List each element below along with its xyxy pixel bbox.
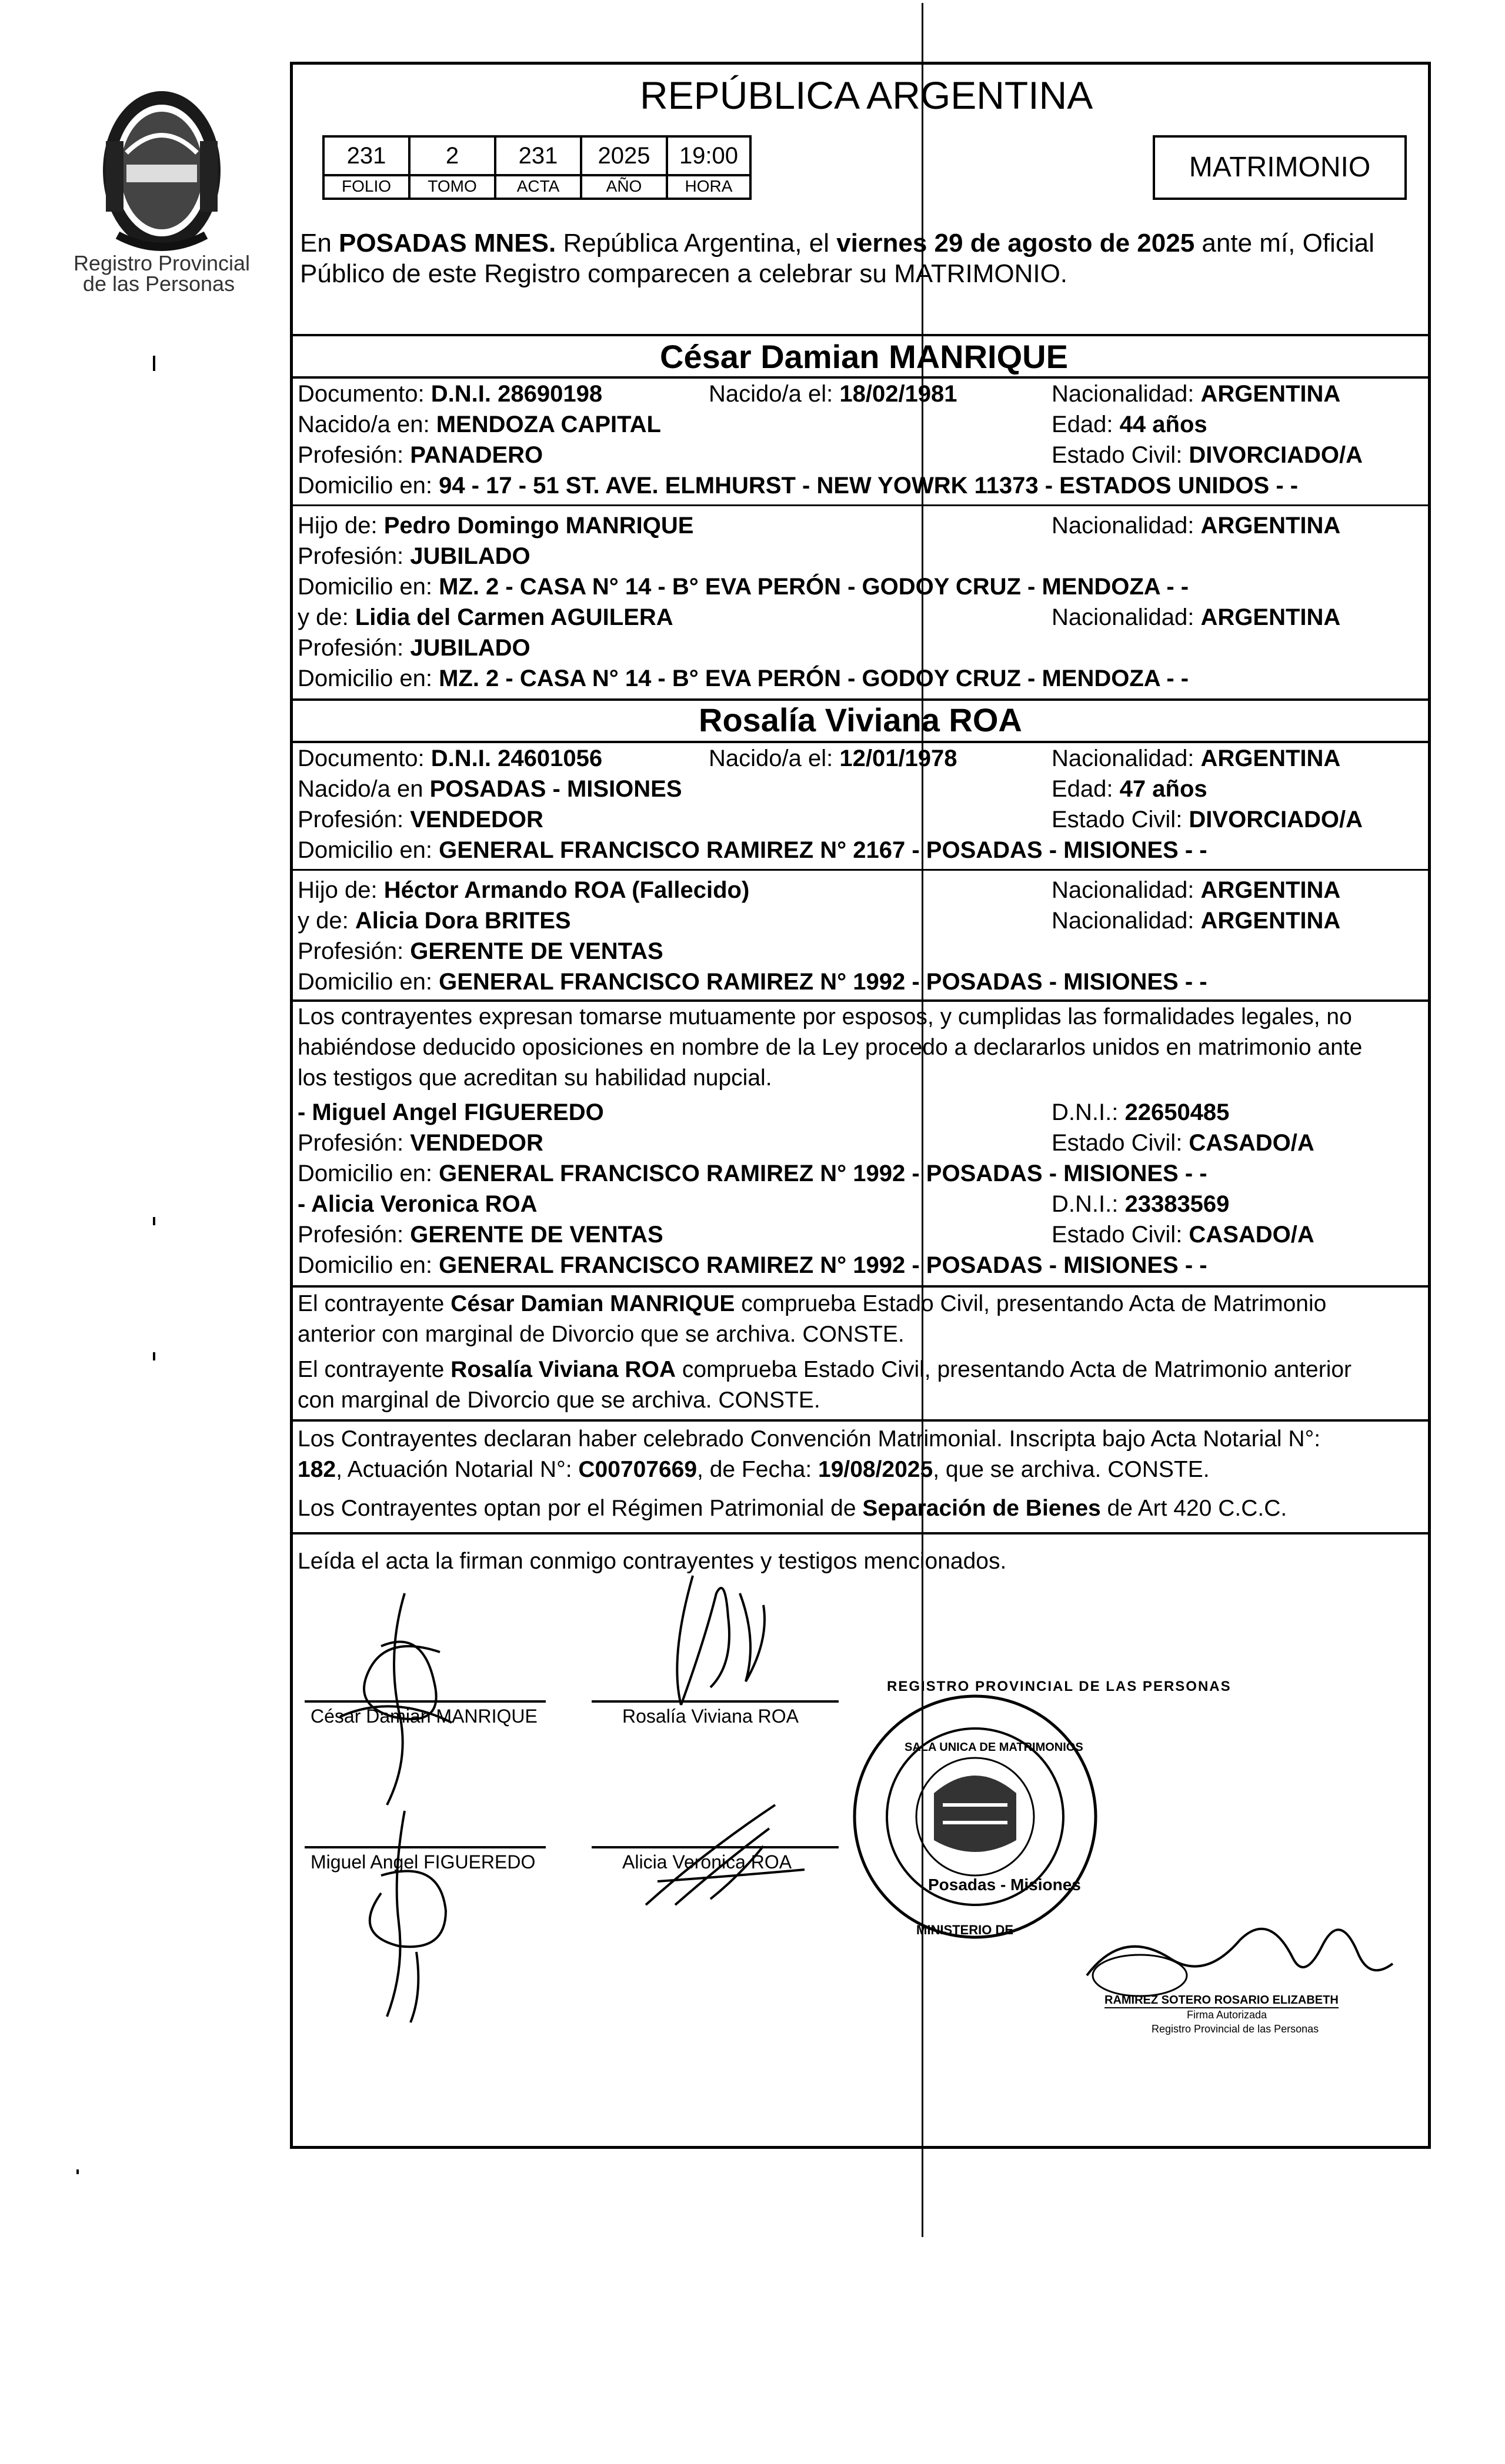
groom-mother-value: Lidia del Carmen AGUILERA (355, 604, 673, 630)
scan-mark (76, 2169, 79, 2174)
note-text: , que se archiva. CONSTE. (933, 1457, 1210, 1482)
groom-age-value: 44 años (1119, 412, 1207, 437)
field-label: Nacido/a en (298, 776, 430, 802)
hora-value: 19:00 (679, 143, 739, 169)
convention-line-1: Los Contrayentes declaran haber celebrado Convención Matrimonial. Inscripta bajo Acta Notarial N°: (298, 1426, 1321, 1452)
property-regime: Separación de Bienes (862, 1496, 1101, 1521)
witness-1-signature (328, 1805, 481, 2028)
witness-2-profession (298, 1221, 663, 1249)
groom-father-nationality (1052, 511, 1340, 540)
field-label: Estado Civil: (1052, 442, 1189, 468)
tomo-label: TOMO (411, 174, 494, 198)
scan-mark (153, 1352, 155, 1360)
divider (293, 698, 1428, 701)
bride-birthplace (298, 775, 682, 803)
intro-place: POSADAS MNES. (339, 229, 556, 258)
groom-age (1052, 410, 1207, 439)
field-label: Documento: (298, 381, 431, 407)
acta-cell (494, 135, 582, 200)
seal-ministry-text: MINISTERIO DE (916, 1923, 1014, 1937)
bride-address-value: GENERAL FRANCISCO RAMIREZ N° 2167 - POSADAS - MISIONES - - (439, 837, 1207, 863)
intro-line-1 (300, 228, 1374, 259)
bride-name: Rosalía Viviana ROA (699, 701, 1022, 738)
registry-name-line1: Registro Provincial (73, 251, 251, 275)
groom-birthdate-value: 18/02/1981 (839, 381, 957, 407)
divider (293, 1532, 1428, 1534)
field-label: Edad: (1052, 776, 1120, 802)
divider (293, 334, 1428, 336)
scan-mark (153, 1217, 155, 1225)
witness-intro-1: Los contrayentes expresan tomarse mutuamente por esposos, y cumplidas las formalidades legales, no (298, 1004, 1352, 1029)
field-label: Nacido/a en: (298, 412, 436, 437)
field-label: Domicilio en: (298, 666, 439, 691)
field-label: y de: (298, 908, 355, 934)
folio-cell (322, 135, 411, 200)
seal-bottom-text: Posadas - Misiones (928, 1875, 1081, 1894)
witness-2-address-value: GENERAL FRANCISCO RAMIREZ N° 1992 - POSADAS - MISIONES - - (439, 1252, 1207, 1278)
groom-father-nationality-value: ARGENTINA (1200, 513, 1341, 539)
note-text: , de Fecha: (697, 1457, 818, 1482)
field-label: D.N.I.: (1052, 1191, 1125, 1217)
groom-civil-status-value: DIVORCIADO/A (1189, 442, 1363, 468)
note-bride-2: con marginal de Divorcio que se archiva. CONSTE. (298, 1388, 820, 1413)
groom-address (298, 472, 1298, 500)
bride-birthdate (709, 744, 957, 773)
intro-line-2: Público de este Registro comparecen a celebrar su MATRIMONIO. (300, 259, 1068, 288)
intro-text: República Argentina, el (556, 229, 837, 258)
field-label: Nacionalidad: (1052, 513, 1201, 539)
seal-ring-text: REGISTRO PROVINCIAL DE LAS PERSONAS (887, 1679, 1232, 1694)
groom-nationality-value: ARGENTINA (1200, 381, 1341, 407)
divider (293, 741, 1428, 743)
tomo-value: 2 (445, 143, 459, 169)
groom-mother-address (298, 664, 1189, 693)
ano-value: 2025 (598, 143, 650, 169)
bride-signature-label: Rosalía Viviana ROA (622, 1706, 799, 1727)
field-label: Profesión: (298, 1222, 411, 1248)
bride-birthplace-value: POSADAS - MISIONES (429, 776, 682, 802)
groom-nationality (1052, 380, 1340, 408)
bride-profession (298, 805, 543, 834)
groom-mother-profession (298, 634, 530, 662)
notarial-act-number: 182 (298, 1457, 336, 1482)
divider (293, 376, 1428, 379)
bride-age (1052, 775, 1207, 803)
bride-address (298, 836, 1207, 864)
groom-father (298, 511, 693, 540)
note-text: , Actuación Notarial N°: (336, 1457, 579, 1482)
witness-1-signature-label: Miguel Angel FIGUEREDO (311, 1851, 536, 1873)
note-groom-2: anterior con marginal de Divorcio que se archiva. CONSTE. (298, 1322, 905, 1347)
field-label: Domicilio en: (298, 473, 439, 499)
groom-father-value: Pedro Domingo MANRIQUE (383, 513, 694, 539)
witness-1-address-value: GENERAL FRANCISCO RAMIREZ N° 1992 - POSADAS - MISIONES - - (439, 1161, 1207, 1186)
hora-cell (666, 135, 752, 200)
convention-line-2 (298, 1456, 1210, 1484)
field-label: Nacionalidad: (1052, 877, 1201, 903)
witness-1-profession (298, 1129, 543, 1157)
note-text: comprueba Estado Civil, presentando Acta de Matrimonio (735, 1291, 1327, 1316)
groom-father-profession (298, 542, 530, 570)
coat-of-arms-icon (82, 82, 241, 259)
registry-name-line2: de las Personas (82, 272, 235, 296)
witness-2-civil-status-value: CASADO/A (1189, 1222, 1314, 1248)
witness-2-profession-value: GERENTE DE VENTAS (410, 1222, 663, 1248)
regime-line (298, 1495, 1287, 1523)
field-label: Domicilio en: (298, 969, 439, 995)
divider (293, 1419, 1428, 1422)
groom-father-address-value: MZ. 2 - CASA N° 14 - B° EVA PERÓN - GODOY CRUZ - MENDOZA - - (439, 574, 1189, 600)
field-label: y de: (298, 604, 355, 630)
groom-birthdate (709, 380, 957, 408)
groom-father-profession-value: JUBILADO (410, 543, 530, 569)
field-label: Estado Civil: (1052, 807, 1189, 833)
field-label: Nacionalidad: (1052, 604, 1201, 630)
field-label: Estado Civil: (1052, 1222, 1189, 1248)
intro-date: viernes 29 de agosto de 2025 (836, 229, 1195, 258)
divider (293, 1285, 1428, 1288)
folio-label: FOLIO (325, 174, 408, 198)
notarial-action-number: C00707669 (578, 1457, 698, 1482)
bride-civil-status-value: DIVORCIADO/A (1189, 807, 1363, 833)
bride-father-nationality-value: ARGENTINA (1200, 877, 1341, 903)
note-text: Los Contrayentes optan por el Régimen Patrimonial de (298, 1496, 863, 1521)
divider (293, 504, 1428, 506)
groom-address-value: 94 - 17 - 51 ST. AVE. ELMHURST - NEW YOWRK 11373 - ESTADOS UNIDOS - - (439, 473, 1299, 499)
note-groom-1 (298, 1290, 1326, 1318)
bride-father-value: Héctor Armando ROA (Fallecido) (383, 877, 750, 903)
witness-1-dni (1052, 1098, 1229, 1126)
field-label: Profesión: (298, 807, 411, 833)
bride-age-value: 47 años (1119, 776, 1207, 802)
field-label: Nacido/a el: (709, 381, 840, 407)
field-label: Profesión: (298, 938, 411, 964)
witness-intro-2: habiéndose deducido oposiciones en nombre de la Ley procedo a declararlos unidos en matrimonio ante (298, 1035, 1363, 1060)
signature-line (592, 1700, 839, 1703)
witness-1-address (298, 1159, 1207, 1188)
bride-birthdate-value: 12/01/1978 (839, 745, 957, 771)
groom-profession-value: PANADERO (410, 442, 543, 468)
field-label: Profesión: (298, 635, 411, 661)
field-label: Profesión: (298, 543, 411, 569)
bride-nationality (1052, 744, 1340, 773)
witness-2-name: - Alicia Veronica ROA (298, 1191, 538, 1217)
groom-birthplace (298, 410, 661, 439)
witness-intro-3: los testigos que acreditan su habilidad nupcial. (298, 1065, 772, 1091)
bride-mother-address (298, 968, 1207, 996)
groom-document (298, 380, 602, 408)
acta-value: 231 (518, 143, 558, 169)
field-label: Nacionalidad: (1052, 908, 1201, 934)
field-label: Nacionalidad: (1052, 381, 1201, 407)
signature-line (305, 1700, 546, 1703)
groom-mother-nationality-value: ARGENTINA (1200, 604, 1341, 630)
bride-father (298, 876, 749, 904)
note-text: de Art 420 C.C.C. (1100, 1496, 1287, 1521)
bride-father-nationality (1052, 876, 1340, 904)
witness-2-dni-value: 23383569 (1124, 1191, 1230, 1217)
official-seal-icon (846, 1687, 1104, 1946)
field-label: Edad: (1052, 412, 1120, 437)
note-groom-name: César Damian MANRIQUE (451, 1291, 735, 1316)
field-label: Profesión: (298, 1130, 411, 1156)
note-text: El contrayente (298, 1291, 451, 1316)
bride-dni: D.N.I. 24601056 (431, 745, 603, 771)
bride-civil-status (1052, 805, 1363, 834)
page-title: REPÚBLICA ARGENTINA (640, 73, 1093, 117)
hora-label: HORA (668, 174, 749, 198)
field-label: Domicilio en: (298, 574, 439, 600)
bride-mother-profession-value: GERENTE DE VENTAS (410, 938, 663, 964)
divider (293, 999, 1428, 1002)
scan-mark (153, 356, 155, 371)
groom-name: César Damian MANRIQUE (660, 338, 1068, 375)
groom-profession (298, 441, 543, 469)
witness-1-name: - Miguel Angel FIGUEREDO (298, 1099, 604, 1125)
groom-mother-nationality (1052, 603, 1340, 631)
witness-2-address (298, 1251, 1207, 1279)
closing-statement: Leída el acta la firman conmigo contrayentes y testigos mencionados. (298, 1549, 1007, 1574)
intro-text: En (300, 229, 339, 258)
groom-signature-label: César Damian MANRIQUE (311, 1706, 538, 1727)
field-label: Domicilio en: (298, 837, 439, 863)
field-label: Hijo de: (298, 877, 384, 903)
bride-mother-profession (298, 937, 663, 965)
witness-2-dni (1052, 1190, 1229, 1218)
officer-role: Firma Autorizada (1187, 2009, 1267, 2021)
bride-mother-nationality-value: ARGENTINA (1200, 908, 1341, 934)
bride-profession-value: VENDEDOR (410, 807, 543, 833)
field-label: Estado Civil: (1052, 1130, 1189, 1156)
witness-1-civil-status (1052, 1129, 1314, 1157)
registration-fields (322, 135, 752, 200)
officer-institution: Registro Provincial de las Personas (1152, 2023, 1319, 2035)
note-bride-1 (298, 1356, 1352, 1384)
groom-dni: D.N.I. 28690198 (431, 381, 603, 407)
note-text: comprueba Estado Civil, presentando Acta de Matrimonio anterior (676, 1357, 1352, 1382)
witness-1-profession-value: VENDEDOR (410, 1130, 543, 1156)
bride-nationality-value: ARGENTINA (1200, 745, 1341, 771)
bride-document (298, 744, 602, 773)
witness-1-dni-value: 22650485 (1124, 1099, 1230, 1125)
intro-text: ante mí, Oficial (1194, 229, 1374, 258)
marriage-certificate (290, 62, 1431, 2149)
bride-mother (298, 907, 571, 935)
field-label: Domicilio en: (298, 1252, 439, 1278)
witness-2-civil-status (1052, 1221, 1314, 1249)
divider (293, 869, 1428, 871)
bride-mother-value: Alicia Dora BRITES (355, 908, 571, 934)
groom-signature (316, 1570, 469, 1817)
signature-line (592, 1846, 839, 1848)
groom-mother-profession-value: JUBILADO (410, 635, 530, 661)
signature-line (305, 1846, 546, 1848)
groom-civil-status (1052, 441, 1363, 469)
bride-mother-address-value: GENERAL FRANCISCO RAMIREZ N° 1992 - POSADAS - MISIONES - - (439, 969, 1207, 995)
field-label: Profesión: (298, 442, 411, 468)
ano-label: AÑO (582, 174, 666, 198)
folio-value: 231 (346, 143, 386, 169)
notarial-date: 19/08/2025 (818, 1457, 933, 1482)
witness-2-signature-label: Alicia Veronica ROA (622, 1851, 792, 1873)
groom-father-address (298, 573, 1189, 601)
field-label: Documento: (298, 745, 431, 771)
record-type-box: MATRIMONIO (1153, 135, 1407, 200)
field-label: Domicilio en: (298, 1161, 439, 1186)
ano-cell (580, 135, 668, 200)
acta-label: ACTA (496, 174, 580, 198)
field-label: D.N.I.: (1052, 1099, 1125, 1125)
seal-inner-text: SALA UNICA DE MATRIMONIOS (905, 1741, 1083, 1754)
bride-mother-nationality (1052, 907, 1340, 935)
note-bride-name: Rosalía Viviana ROA (451, 1357, 676, 1382)
groom-mother-address-value: MZ. 2 - CASA N° 14 - B° EVA PERÓN - GODOY CRUZ - MENDOZA - - (439, 666, 1189, 691)
groom-birthplace-value: MENDOZA CAPITAL (436, 412, 661, 437)
registry-logo (73, 82, 251, 276)
field-label: Hijo de: (298, 513, 384, 539)
field-label: Nacido/a el: (709, 745, 840, 771)
field-label: Nacionalidad: (1052, 745, 1201, 771)
witness-1-civil-status-value: CASADO/A (1189, 1130, 1314, 1156)
note-text: El contrayente (298, 1357, 451, 1382)
tomo-cell (408, 135, 496, 200)
groom-mother (298, 603, 673, 631)
officer-name: RAMIREZ SOTERO ROSARIO ELIZABETH (1104, 1993, 1339, 2008)
bride-signature (622, 1570, 799, 1711)
